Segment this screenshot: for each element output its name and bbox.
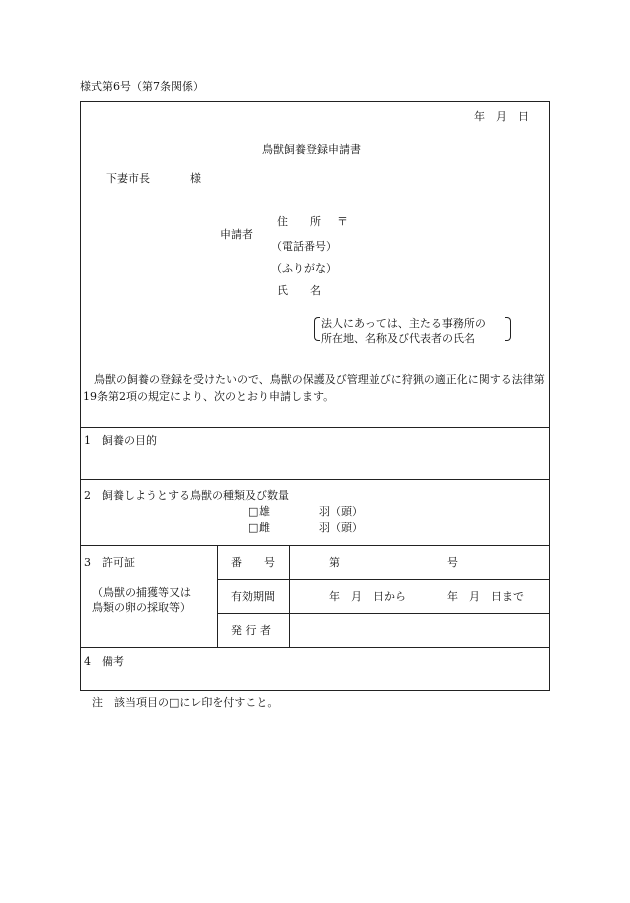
female-unit: 羽（頭） bbox=[319, 521, 363, 534]
name-label: 氏 名 bbox=[277, 284, 321, 297]
permit-note-line2: 鳥類の卵の採取等） bbox=[92, 601, 191, 614]
female-label: 雌 bbox=[259, 521, 270, 534]
permit-number-label: 番 号 bbox=[231, 556, 275, 569]
remarks-heading: 4 備考 bbox=[84, 655, 124, 668]
addressee-city: 下妻市長 bbox=[106, 172, 150, 185]
form-number: 様式第6号（第7条関係） bbox=[80, 80, 204, 93]
permit-col-divider-1 bbox=[217, 545, 218, 647]
purpose-heading: 1 飼養の目的 bbox=[84, 434, 157, 447]
female-checkbox[interactable]: □ bbox=[248, 521, 259, 534]
permit-heading: 3 許可証 bbox=[84, 556, 135, 569]
phone-label: （電話番号） bbox=[271, 240, 337, 253]
corporate-note-line1: 法人にあっては、主たる事務所の bbox=[321, 317, 486, 330]
permit-note-line1: （鳥獣の捕獲等又は bbox=[92, 586, 191, 599]
footnote: 注 該当項目の□にレ印を付すこと。 bbox=[92, 696, 279, 709]
postal-mark: 〒 bbox=[337, 215, 348, 228]
address-label: 住 所 bbox=[277, 215, 321, 228]
male-checkbox[interactable]: □ bbox=[248, 505, 259, 518]
male-label: 雄 bbox=[259, 505, 270, 518]
divider-permit bbox=[80, 647, 550, 648]
divider-permit-validity bbox=[217, 613, 550, 614]
divider-statement bbox=[80, 427, 550, 428]
divider-species bbox=[80, 545, 550, 546]
application-statement: 鳥獣の飼養の登録を受けたいので、鳥獣の保護及び管理並びに狩猟の適正化に関する法律第19条第2項の規定により、次のとおり申請します。 bbox=[83, 373, 545, 403]
validity-from: 年 月 日から bbox=[329, 590, 406, 603]
corporate-note-bracket-right bbox=[505, 317, 511, 341]
divider-permit-number bbox=[217, 579, 550, 580]
validity-label: 有効期間 bbox=[231, 590, 275, 603]
issuer-label: 発 行 者 bbox=[231, 624, 271, 637]
male-unit: 羽（頭） bbox=[319, 505, 363, 518]
permit-number-prefix: 第 bbox=[329, 556, 340, 569]
corporate-note-line2: 所在地、名称及び代表者の氏名 bbox=[321, 332, 475, 345]
addressee-honorific: 様 bbox=[190, 172, 201, 185]
validity-to: 年 月 日まで bbox=[447, 590, 524, 603]
permit-number-suffix: 号 bbox=[447, 556, 458, 569]
form-title: 鳥獣飼養登録申請書 bbox=[262, 143, 361, 156]
corporate-note-bracket-left bbox=[314, 317, 320, 341]
species-heading: 2 飼養しようとする鳥獣の種類及び数量 bbox=[84, 489, 289, 502]
permit-col-divider-2 bbox=[289, 545, 290, 647]
furigana-label: （ふりがな） bbox=[271, 262, 337, 275]
applicant-label: 申請者 bbox=[220, 228, 253, 241]
divider-purpose bbox=[80, 479, 550, 480]
date-line: 年 月 日 bbox=[474, 110, 529, 123]
